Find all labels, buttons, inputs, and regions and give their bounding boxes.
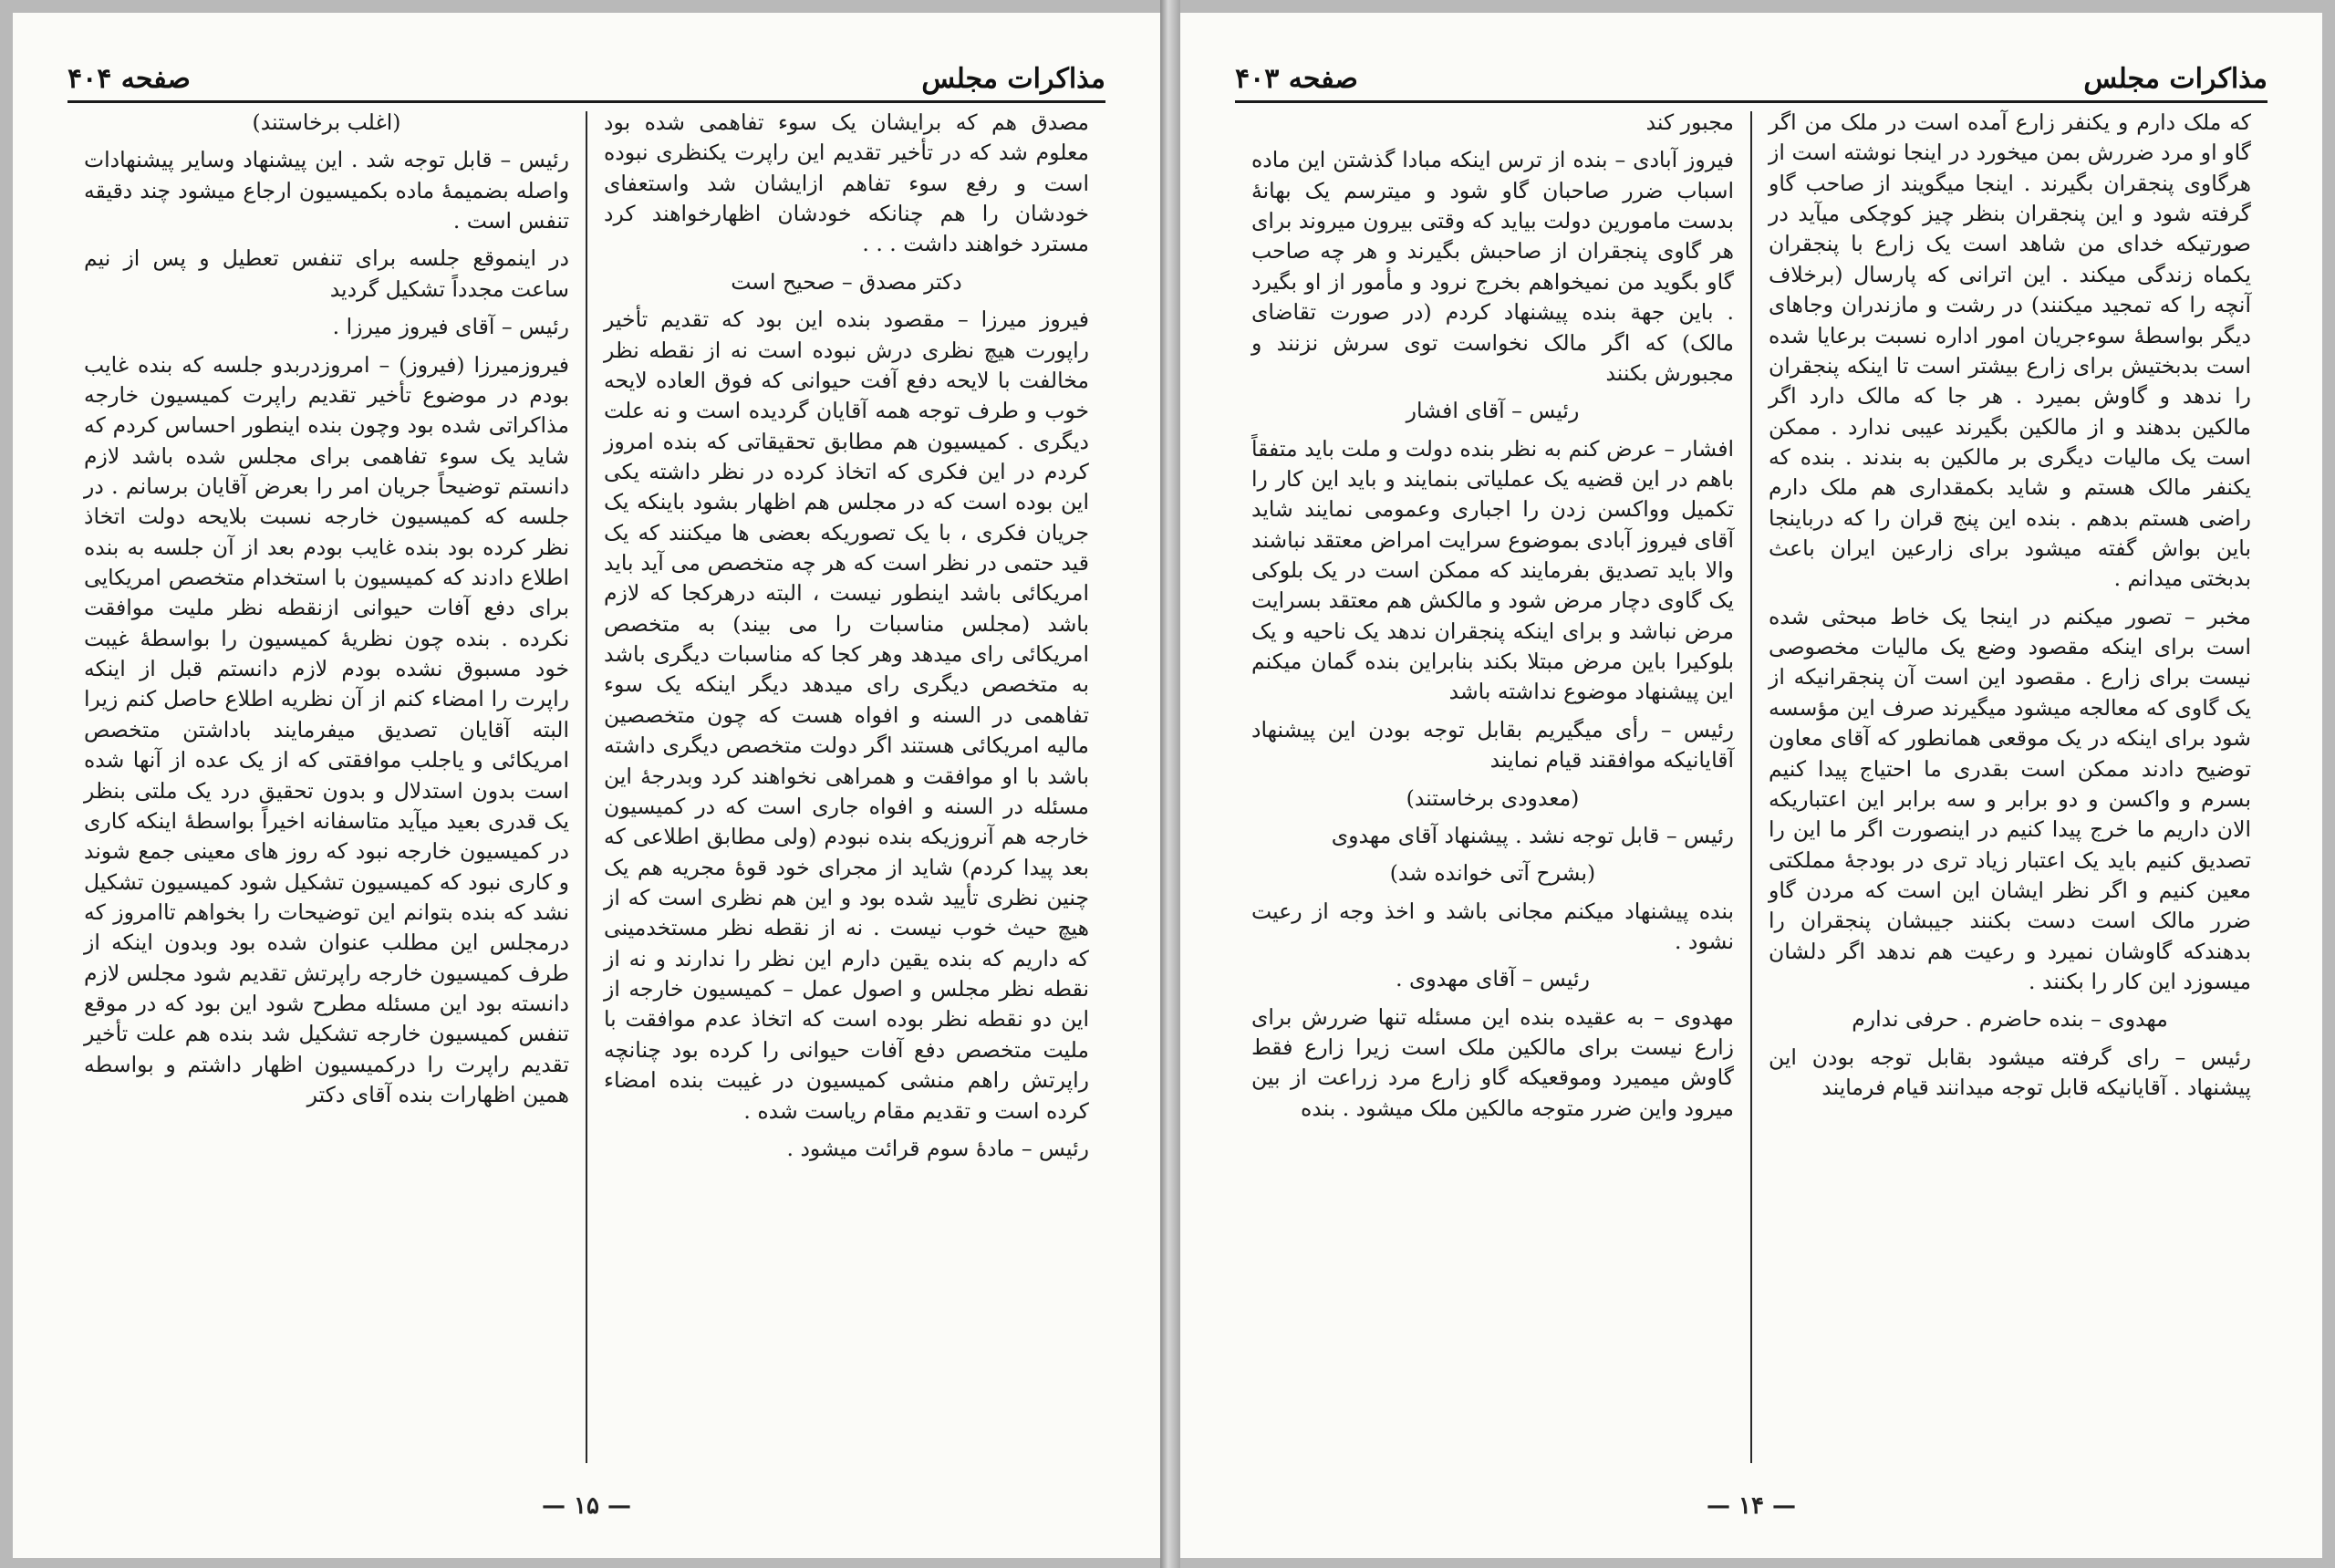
- journal-title: مذاکرات مجلس: [2083, 63, 2268, 95]
- page-number: صفحه ۴۰۴: [67, 63, 191, 95]
- paragraph: رئیس – قابل توجه شد . این پیشنهاد وسایر پیشنهادات واصله بضمیمهٔ ماده بکمیسیون ارجاع میشود چند دقیقه تنفس است .: [84, 147, 569, 234]
- column-right: [67, 108, 586, 1467]
- paragraph: مجبور کند: [1645, 109, 1734, 135]
- column-left: [1752, 108, 2268, 1467]
- paragraph: مهدوی – بنده حاضرم . حرفی ندارم: [1852, 1006, 2168, 1033]
- paragraph: رئیس – رأی میگیریم بقابل توجه بودن این پیشنهاد آقایانیکه موافقند قیام نمایند: [1251, 716, 1734, 774]
- column-left: [587, 108, 1105, 1467]
- page-404: [13, 13, 1160, 1558]
- page-number: صفحه ۴۰۳: [1235, 63, 1358, 95]
- text-columns: [67, 108, 1105, 1467]
- page-403: [1180, 13, 2322, 1558]
- paragraph: فیروز آبادی – بنده از ترس اینکه مبادا گذشتن این ماده اسباب ضرر صاحبان گاو شود و میترسم یک بهانهٔ بدست مامورین دولت بیاید که وقتی بیرون میروند برای هر گاوی پنجقران از صاحبش بگیرند و هر چه صاحب گاو بگوید من نمیخواهم بخرج نرود و مأمور از او بگیرد . باین جهة بنده پیشنهاد کردم (در صورت تقاضای مالک) که اگر مالک نخواست توی سرش نزنند و مجبورش بکنند: [1251, 147, 1734, 386]
- text-columns: [1235, 108, 2268, 1467]
- page-header: [67, 49, 1105, 103]
- column-divider: [586, 111, 587, 1463]
- paragraph: افشار – عرض کنم به نظر بنده دولت و ملت باید متفقاً باهم در این قضیه یک عملیاتی بنمایند و باید این کار را تکمیل وواکسن زدن را اجباری وعمومی نمایند شاید آقای فیروز آبادی بموضوع سرایت امراض معتقد نباشند والا باید تصدیق بفرمایند که ممکن است در یک بلوکی یک گاوی دچار مرض شود و مالکش هم معتقد بسرایت مرض نباشد و برای اینکه پنجقران ندهد یک ناحیه و یک بلوکیرا باین مرض مبتلا بکند بنابراین بنده گمان میکنم این پیشنهاد موضوع نداشته باشد: [1251, 435, 1734, 705]
- paragraph: مخبر – تصور میکنم در اینجا یک خاط مبحثی شده است برای اینکه مقصود وضع یک مالیات مخصوصی نیست برای زارع . مقصود این است آن پنجقرانیکه از یک گاوی که معالجه میشود میگیرند صرف این مؤسسه شود برای اینکه در یک موقعی همانطور که آقای معاون توضیح دادند ممکن است بقدری ما احتیاج پیدا کنیم بسرم و واکسن و دو برابر و سه برابر این اعتباریکه الان داریم ما خرج پیدا کنیم در اینصورت اگر ما این را تصدیق کنیم باید یک اعتبار زیاد تری در بودجهٔ مملکتی معین کنیم و اگر نظر ایشان این است که مردن گاو ضرر مالک است دست بکنند جیبشان پنجقران را بدهندکه گاوشان نمیرد و رعیت هم ندهد اگر دلشان میسوزد این کار را بکنند .: [1769, 603, 2251, 995]
- paragraph: رئیس – آقای فیروز میرزا .: [332, 314, 569, 340]
- paragraph: بنده پیشنهاد میکنم مجانی باشد و اخذ وجه از رعیت نشود .: [1251, 898, 1734, 954]
- column-divider: [1750, 111, 1752, 1463]
- paragraph: در اینموقع جلسه برای تنفس تعطیل و پس از نیم ساعت مجدداً تشکیل گردید: [84, 245, 569, 302]
- paragraph: فیروز میرزا – مقصود بنده این بود که تقدیم تأخیر راپورت هیچ نظری درش نبوده است نه از نقطه نظر مخالفت با لایحه دفع آفت حیوانی که فوق العاده لایحه خوب و طرف توجه همه آقایان گردیده است و نه علت دیگری . کمیسیون هم مطابق تحقیقاتی که بنده امروز کردم در این فکری که اتخاذ کرده در نظر داشته یکی این بوده است که در مجلس هم اظهار بشود باینکه یک جریان فکری ، با یک تصوریکه بعضی ها میکنند که یک قید حتمی در نظر است که هر چه متخصص می آید باید امریکائی باشد اینطور نیست ، البته درهرکجا که لازم باشد (مجلس مناسبات را می بیند) به متخصص امریکائی رای میدهد وهر کجا که مناسبات دیگری باشد به متخصص دیگری رای میدهد دیگر اینکه یک سوء تفاهمی در السنه و افواه هست که چون متخصصین مالیه امریکائی هستند اگر دولت متخصص دیگری داشته باشد با او موافقت و همراهی نخواهند کرد وبدرجهٔ این مسئله در السنه و افواه جاری است که در کمیسیون خارجه هم آنروزیکه بنده نبودم (ولی مطابق اطلاعی که بعد پیدا کردم) شاید از مجرای خود قوهٔ مجریه هم یک چنین نظری تأیید شده بود و این هم نظری است که از هیچ حیث خوب نیست . نه از نقطه نظر مستخدمینی که داریم که بنده یقین دارم این نظر را ندارند و نه از نقطه نظر مجلس و اصول عمل – کمیسیون خارجه از این دو نقطه نظر بوده است که اتخاذ عدم موافقت با ملیت متخصص دفع آفات حیوانی را کرده بود چنانچه راپرتش راهم منشی کمیسیون در غیبت بنده امضاء کرده است و تقدیم مقام ریاست شده .: [604, 306, 1089, 1124]
- page-footer-number: — ۱۵ —: [541, 1492, 632, 1520]
- paragraph: مصدق هم که برایشان یک سوء تفاهمی شده بود معلوم شد که در تأخیر تقدیم این راپرت یکنظری نبوده است و رفع سوء تفاهم ازایشان شد واستعفای خودشان را هم چنانکه خودشان اظهارخواهند کرد مسترد خواهند داشت . . .: [604, 109, 1089, 257]
- column-right: [1235, 108, 1750, 1467]
- paragraph: رئیس – مادهٔ سوم قرائت میشود .: [786, 1135, 1089, 1161]
- paragraph: (بشرح آتی خوانده شد): [1389, 860, 1596, 887]
- page-footer-number: — ۱۴ —: [1706, 1492, 1797, 1520]
- paragraph: فیروزمیرزا (فیروز) – امروزدربدو جلسه که بنده غایب بودم در موضوع تأخیر تقدیم راپرت کمیسیون خارجه مذاکراتی شده بود وچون بنده اینطور احساس کردم که شاید یک سوء تفاهمی برای مجلس شده باشد لازم دانستم توضیحاً جریان امر را بعرض آقایان برسانم . در جلسه که کمیسیون خارجه نسبت بلایحه دولت اتخاذ نظر کرده بود بنده غایب بودم بعد از آن جلسه به بنده اطلاع دادند که کمیسیون با استخدام متخصص امریکایی برای دفع آفات حیوانی ازنقطه نظر ملیت موافقت نکرده . بنده چون نظریهٔ کمیسیون را بواسطهٔ غیبت خود مسبوق نشده بودم لازم دانستم قبل از اینکه راپرت را امضاء کنم از آن نظریه اطلاع حاصل کنم زیرا البته آقایان تصدیق میفرمایند باداشتن متخصص امریکائی و یاجلب موافقتی که از یک عده از آنها شده است بدون استدلال و بدون تحقیق درد یک ملتی بنظر یک قدری بعید میآید متاسفانه اخیراً بواسطهٔ اینکه کاری در کمیسیون خارجه نبود که روز های معینی جمع شوند و کاری نبود که کمیسیون تشکیل شود کمیسیون تشکیل نشد که بنده بتوانم این توضیحات را بخواهم تاامروز که درمجلس این مطلب عنوان شده بود وبدون اینکه از طرف کمیسیون خارجه راپرتش تقدیم شود مجلس لازم دانسته بود این مسئله مطرح شود این بود که در موقع تنفس کمیسیون خارجه تشکیل شد بنده هم علت تأخیر تقدیم راپرت را درکمیسیون اظهار داشتم و بواسطه همین اظهارات بنده آقای دکتر: [84, 351, 569, 1108]
- paragraph: (اغلب برخاستند): [252, 109, 401, 135]
- paragraph: رئیس – رای گرفته میشود بقابل توجه بودن این پیشنهاد . آقایانیکه قابل توجه میدانند قیام فرمایند: [1769, 1044, 2251, 1101]
- paragraph: رئیس – قابل توجه نشد . پیشنهاد آقای مهدوی: [1331, 822, 1734, 848]
- paragraph: که ملک دارم و یکنفر زارع آمده است در ملک من اگر گاو او مرد ضررش بمن میخورد در اینجا نوشته است از هرگاوی پنجقران بگیرند . اینجا میگویند از صاحب گاو گرفته شود و این پنجقران بنظر چیز کوچکی میآید در صورتیکه خدای من شاهد است یک زارع با پنجقران یکماه زندگی میکند . این اترانی که پارسال (برخلاف آنچه را که تمجید میکنند) در رشت و مازندران وجاهای دیگر بواسطهٔ سوءجریان امور اداره نسبت برعایا شده است بدبختیش برای زارع بیشتر است تا اینکه پنجقران را ندهد و گاوش بمیرد . هر جا که مالک دارد اگر مالکین بدهند و از مالکین بگیرند عیبی ندارد . ممکن است یک مالیات دیگری بر مالکین به بندند . بنده که یکنفر مالک هستم و شاید بکمقداری هم ملک دارم راضی هستم بدهم . بنده این پنج قران را که درباینجا باین بواش گفته میشود برای زارعین ایران باعث بدبختی میدانم .: [1769, 109, 2251, 592]
- paragraph: رئیس – آقای افشار: [1406, 398, 1580, 424]
- paragraph: (معدودی برخاستند): [1406, 784, 1580, 811]
- journal-title: مذاکرات مجلس: [921, 63, 1105, 95]
- paragraph: مهدوی – به عقیده بنده این مسئله تنها ضررش برای زارع نیست برای مالکین ملک است زیرا زارع فقط گاوش میمیرد وموقعیکه گاو زارع مرد زراعت از بین میرود واین ضرر متوجه مالکین ملک میشود . بنده: [1251, 1003, 1734, 1121]
- paragraph: رئیس – آقای مهدوی .: [1396, 966, 1590, 992]
- paragraph: دکتر مصدق – صحیح است: [731, 268, 962, 295]
- book-spine: [1160, 0, 1180, 1568]
- page-header: [1235, 49, 2268, 103]
